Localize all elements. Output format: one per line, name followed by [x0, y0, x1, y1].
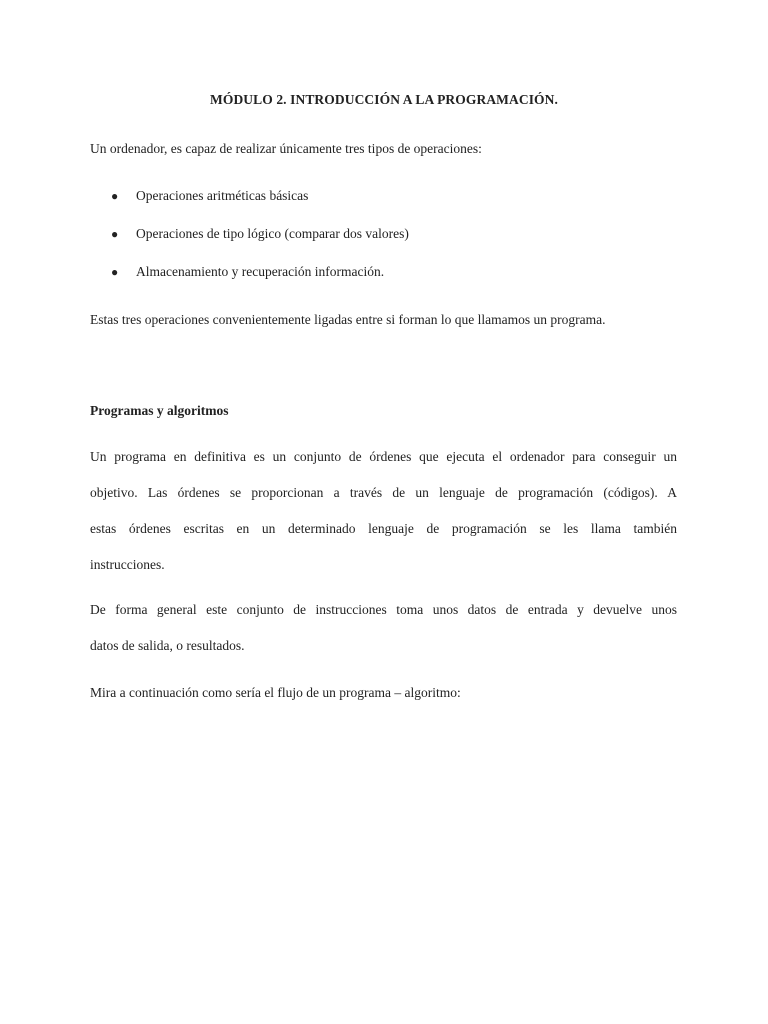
bullet-icon: ●	[111, 265, 119, 279]
bullet-icon: ●	[111, 227, 119, 241]
list-item-text: Almacenamiento y recuperación información.	[136, 264, 385, 279]
list-item-text: Operaciones de tipo lógico (comparar dos valores)	[136, 226, 409, 241]
page-title: MÓDULO 2. INTRODUCCIÓN A LA PROGRAMACIÓN.	[210, 92, 558, 107]
summary-paragraph: Estas tres operaciones convenientemente ligadas entre si forman lo que llamamos un programa.	[90, 312, 606, 327]
section-heading: Programas y algoritmos	[90, 403, 229, 418]
flow-intro-paragraph: Mira a continuación como sería el flujo de un programa – algoritmo:	[90, 685, 461, 700]
intro-paragraph: Un ordenador, es capaz de realizar únicamente tres tipos de operaciones:	[90, 141, 482, 156]
paragraph-line: estas órdenes escritas en un determinado lenguaje de programación se les llama también	[90, 521, 677, 536]
paragraph-line: De forma general este conjunto de instrucciones toma unos datos de entrada y devuelve unos	[90, 602, 677, 617]
paragraph-line: objetivo. Las órdenes se proporcionan a través de un lenguaje de programación (códigos). A	[90, 485, 677, 500]
bullet-icon: ●	[111, 189, 119, 203]
paragraph-line: Un programa en definitiva es un conjunto de órdenes que ejecuta el ordenador para conseguir un	[90, 449, 677, 464]
paragraph-line: instrucciones.	[90, 557, 165, 572]
list-item-text: Operaciones aritméticas básicas	[136, 188, 309, 203]
paragraph-line: datos de salida, o resultados.	[90, 638, 245, 653]
